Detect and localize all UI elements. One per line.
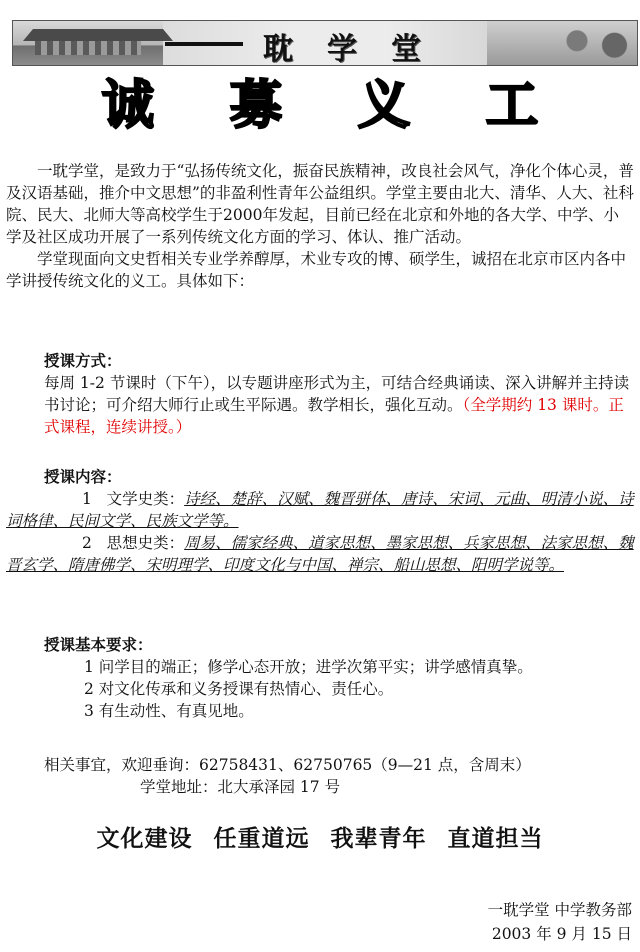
title-char: 募 (229, 76, 282, 136)
requirement-item: 1 问学目的端正；修学心态开放；进学次第平实；讲学感情真挚。 (84, 658, 533, 676)
banner-people-photo (487, 21, 637, 65)
requirement-item: 3 有生动性、有真见地。 (84, 702, 254, 720)
title-char: 工 (486, 76, 539, 136)
contact-section (6, 754, 634, 798)
requirement-item: 2 对文化传承和义务授课有热情心、责任心。 (84, 680, 394, 698)
title-char: 义 (358, 76, 411, 136)
banner-title: 耽学堂 (263, 32, 455, 66)
method-note: （全学期约 13 课时。正式课程，连续讲授。） (44, 396, 624, 436)
requirements-heading: 授课基本要求： (44, 635, 153, 654)
method-text (6, 372, 634, 438)
content-section (6, 466, 634, 576)
content-item-label: 思想史类： (106, 534, 185, 552)
slogan-phrase: 文化建设 (96, 825, 193, 852)
intro-paragraph-1: 一耽学堂，是致力于“弘扬传统文化，振奋民族精神，改良社会风气，净化个体心灵，普及汉语基础，推介中文思想”的非盈利性青年公益组织。学堂主要由北大、清华、人大、社科院、民大、北师大等高校学生于2000年发起，目前已经在北京和外地的各大学、中学、小学及社区成功开展了一系列传统文化方面的学习、体认、推广活动。 (6, 162, 634, 246)
method-body: 每周 1-2 节课时（下午），以专题讲座形式为主，可结合经典诵读、深入讲解并主持读书讨论；可介绍大师行止或生平际遇。教学相长，强化互动。 (44, 374, 630, 414)
method-section (6, 350, 634, 438)
content-item-num: 2 (82, 534, 92, 552)
content-item-detail: 周易、儒家经典、道家思想、墨家思想、兵家思想、法家思想、魏晋玄学、隋唐佛学、宋明理学、印度文化与中国、禅宗、船山思想、阳明学说等。 (6, 534, 634, 574)
slogan-phrase: 直道担当 (447, 825, 544, 852)
requirements-section (6, 634, 634, 722)
header-banner (12, 20, 638, 66)
method-heading: 授课方式： (44, 351, 122, 370)
content-item (6, 488, 634, 532)
content-item-num: 1 (82, 490, 92, 508)
content-item-label: 文学史类： (106, 490, 185, 508)
banner-building-photo (13, 21, 163, 65)
slogan-phrase: 我辈青年 (330, 825, 427, 852)
intro-paragraph-2: 学堂现面向文史哲相关专业学养醇厚，术业专攻的博、硕学生，诚招在北京市区内各中学讲授传统文化的义工。具体如下： (6, 250, 627, 290)
content-heading: 授课内容： (44, 467, 122, 486)
intro-section (6, 160, 634, 292)
contact-address: 学堂地址：北大承泽园 17 号 (140, 778, 341, 796)
signature-date: 2003 年 9 月 15 日 (491, 925, 632, 943)
banner-dash-stroke (165, 42, 243, 46)
contact-phone: 相关事宜，欢迎垂询：62758431、62750765（9—21 点，含周末） (44, 756, 531, 774)
slogan (0, 820, 640, 853)
slogan-phrase: 任重道远 (213, 825, 310, 852)
signature-org: 一耽学堂 中学教务部 (487, 901, 632, 919)
title-char: 诚 (101, 76, 154, 136)
main-title (0, 76, 640, 136)
content-item (6, 532, 634, 576)
content-item-detail: 诗经、楚辞、汉赋、魏晋骈体、唐诗、宋词、元曲、明清小说、诗词格律、民间文学、民族文学等。 (6, 490, 634, 530)
